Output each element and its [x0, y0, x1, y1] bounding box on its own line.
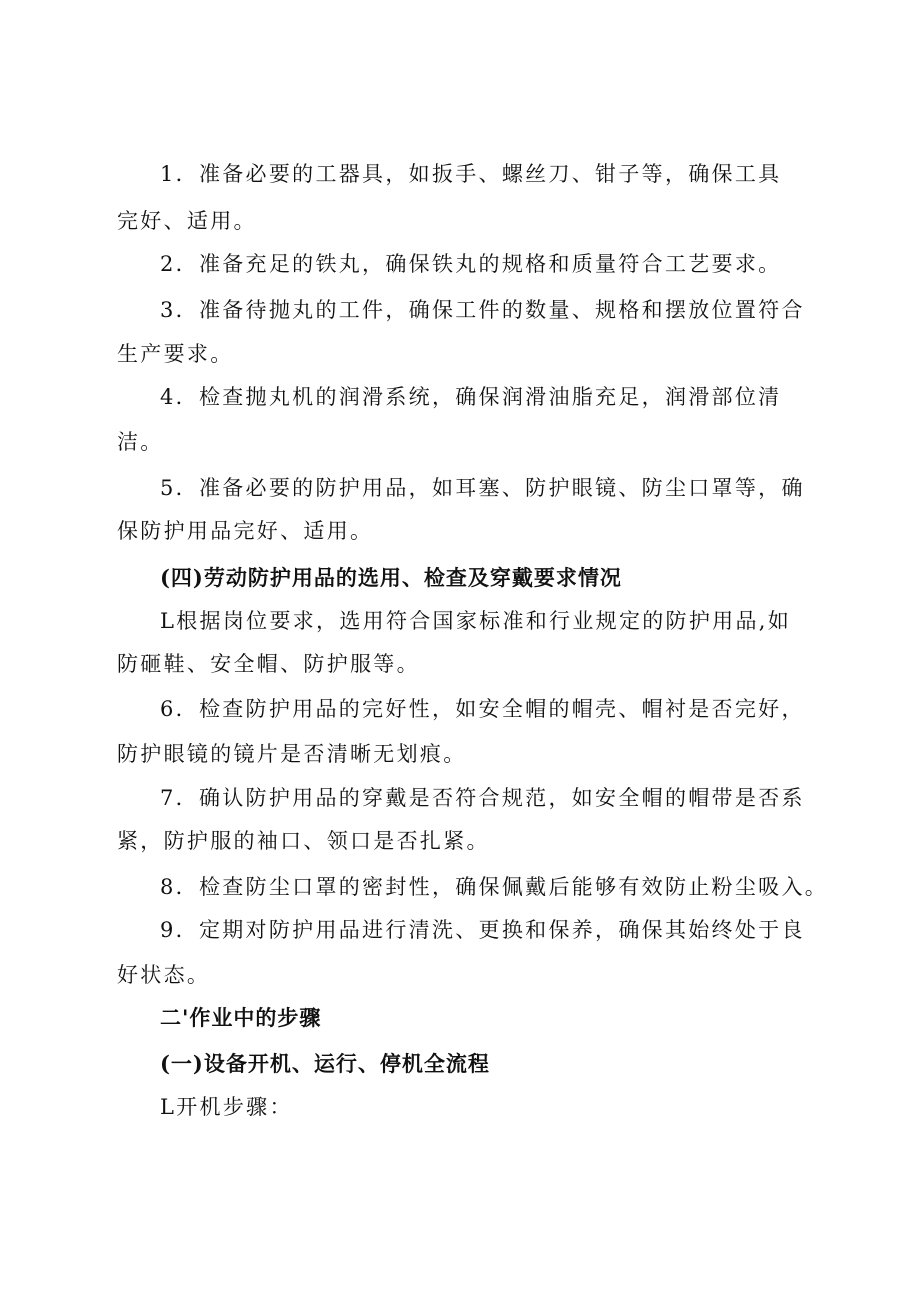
- paragraph-line: 防护眼镜的镜片是否清晰无划痕。: [117, 742, 467, 766]
- paragraph-line: 1．准备必要的工器具，如扳手、螺丝刀、钳子等，确保工具: [160, 162, 782, 186]
- paragraph-line: 5．准备必要的防护用品，如耳塞、防护眼镜、防尘口罩等，确: [160, 476, 805, 500]
- paragraph-line: 保防护用品完好、适用。: [117, 519, 374, 543]
- paragraph-line: 8．检查防尘口罩的密封性，确保佩戴后能够有效防止粉尘吸入。: [160, 875, 829, 899]
- paragraph-line: 洁。: [117, 430, 164, 454]
- section-heading: 二'作业中的步骤: [160, 1005, 322, 1030]
- paragraph-line: 紧，防护服的袖口、领口是否扎紧。: [117, 829, 490, 853]
- paragraph-line: 4．检查抛丸机的润滑系统，确保润滑油脂充足，润滑部位清: [160, 385, 782, 409]
- paragraph-line: 6．检查防护用品的完好性，如安全帽的帽壳、帽衬是否完好，: [160, 697, 805, 721]
- paragraph-line: 3．准备待抛丸的工件，确保工件的数量、规格和摆放位置符合: [160, 298, 805, 322]
- paragraph-line: 2．准备充足的铁丸，确保铁丸的规格和质量符合工艺要求。: [160, 252, 782, 276]
- paragraph-line: 完好、适用。: [117, 209, 257, 233]
- paragraph-line: 防砸鞋、安全帽、防护服等。: [117, 652, 420, 676]
- paragraph-line: 9．定期对防护用品进行清洗、更换和保养，确保其始终处于良: [160, 918, 805, 942]
- paragraph-line: 好状态。: [117, 963, 211, 987]
- paragraph-line: L根据岗位要求，选用符合国家标准和行业规定的防护用品,如: [160, 609, 792, 633]
- paragraph-line: L开机步骤：: [160, 1095, 293, 1119]
- section-heading: (四)劳动防护用品的选用、检查及穿戴要求情况: [160, 565, 622, 590]
- paragraph-line: 生产要求。: [117, 342, 234, 366]
- subsection-heading: (一)设备开机、运行、停机全流程: [160, 1051, 490, 1076]
- paragraph-line: 7．确认防护用品的穿戴是否符合规范，如安全帽的帽带是否系: [160, 786, 805, 810]
